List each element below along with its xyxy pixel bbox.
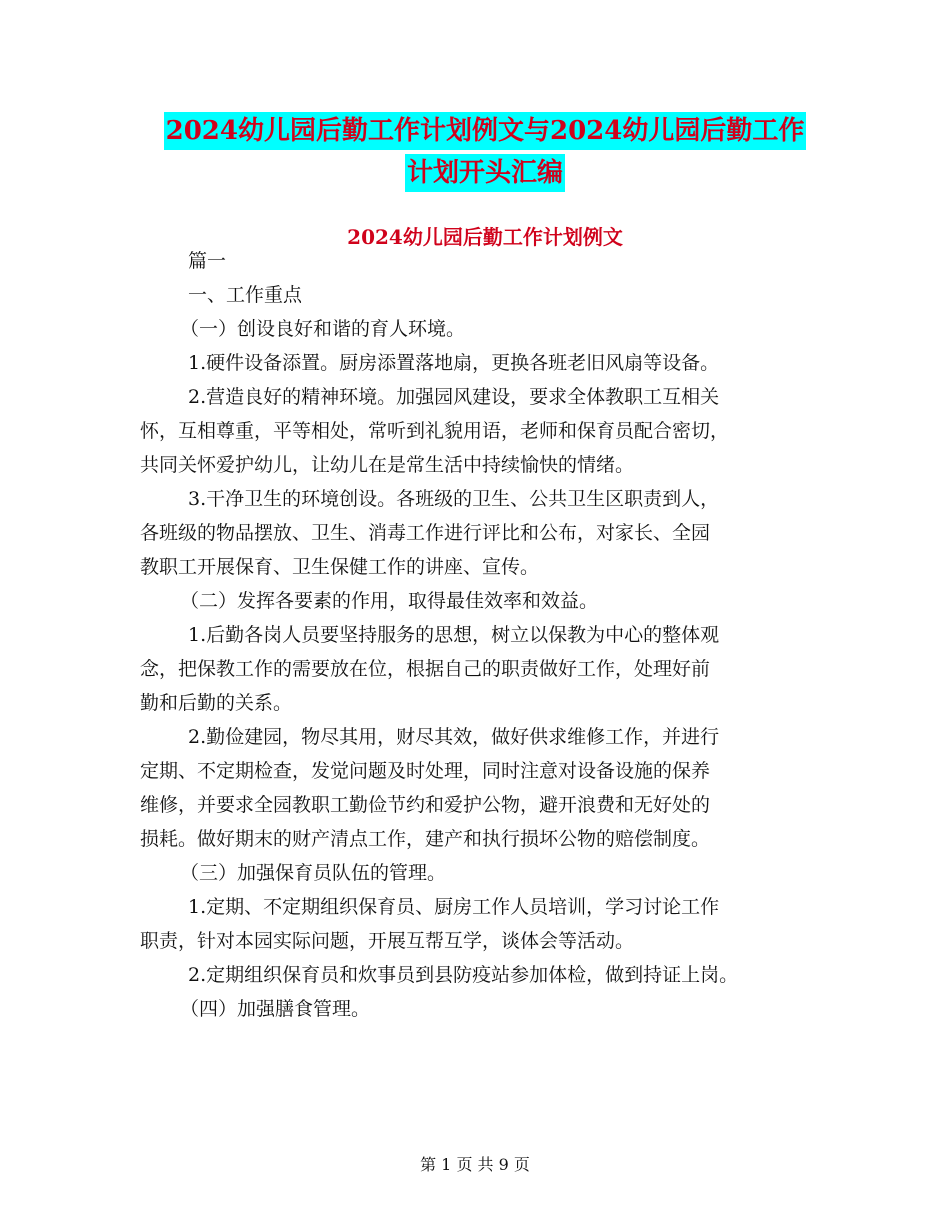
- document-title: [140, 112, 830, 192]
- paragraph-line: 3.干净卫生的环境创设。各班级的卫生、公共卫生区职责到人，: [188, 488, 720, 510]
- page-footer: 第 1 页 共 9 页: [420, 1155, 530, 1174]
- paragraph-line: （二）发挥各要素的作用，取得最佳效率和效益。: [180, 590, 599, 612]
- paragraph-line: 教职工开展保育、卫生保健工作的讲座、宣传。: [140, 556, 540, 578]
- paragraph-line: 勤和后勤的关系。: [140, 692, 293, 714]
- paragraph-line: 1.后勤各岗人员要坚持服务的思想，树立以保教为中心的整体观: [188, 624, 720, 646]
- paragraph-line: 念，把保教工作的需要放在位，根据自己的职责做好工作，处理好前: [140, 658, 711, 680]
- paragraph-line: 2.营造良好的精神环境。加强园风建设，要求全体教职工互相关: [188, 386, 720, 408]
- paragraph-line: （一）创设良好和谐的育人环境。: [180, 318, 466, 340]
- paragraph-line: 定期、不定期检查，发觉问题及时处理，同时注意对设备设施的保养: [140, 760, 711, 782]
- paragraph-line: 维修，并要求全园教职工勤俭节约和爱护公物，避开浪费和无好处的: [140, 794, 711, 816]
- paragraph-line: 损耗。做好期末的财产清点工作，建产和执行损坏公物的赔偿制度。: [140, 828, 711, 850]
- paragraph-line: 1.定期、不定期组织保育员、厨房工作人员培训，学习讨论工作: [188, 896, 720, 918]
- paragraph-line: 2.勤俭建园，物尽其用，财尽其效，做好供求维修工作，并进行: [188, 726, 720, 748]
- paragraph-line: 各班级的物品摆放、卫生、消毒工作进行评比和公布，对家长、全园: [140, 522, 711, 544]
- document-body: [140, 244, 820, 1026]
- paragraph-line: 职责，针对本园实际问题，开展互帮互学，谈体会等活动。: [140, 930, 635, 952]
- paragraph-line: 1.硬件设备添置。厨房添置落地扇，更换各班老旧风扇等设备。: [188, 352, 720, 374]
- paragraph-line: 一、工作重点: [188, 284, 303, 306]
- paragraph-line: 2.定期组织保育员和炊事员到县防疫站参加体检，做到持证上岗。: [188, 964, 739, 986]
- paragraph-line: （三）加强保育员队伍的管理。: [180, 862, 447, 884]
- paragraph-line: （四）加强膳食管理。: [180, 998, 371, 1020]
- paragraph-line: 篇一: [188, 250, 227, 272]
- title-line-2: 计划开头汇编: [405, 154, 565, 192]
- title-line-1: 2024幼儿园后勤工作计划例文与2024幼儿园后勤工作: [164, 112, 807, 150]
- paragraph-line: 共同关怀爱护幼儿，让幼儿在是常生活中持续愉快的情绪。: [140, 454, 635, 476]
- section-subtitle: 2024幼儿园后勤工作计划例文: [347, 225, 623, 249]
- paragraph-line: 怀，互相尊重，平等相处，常听到礼貌用语，老师和保育员配合密切，: [140, 420, 730, 442]
